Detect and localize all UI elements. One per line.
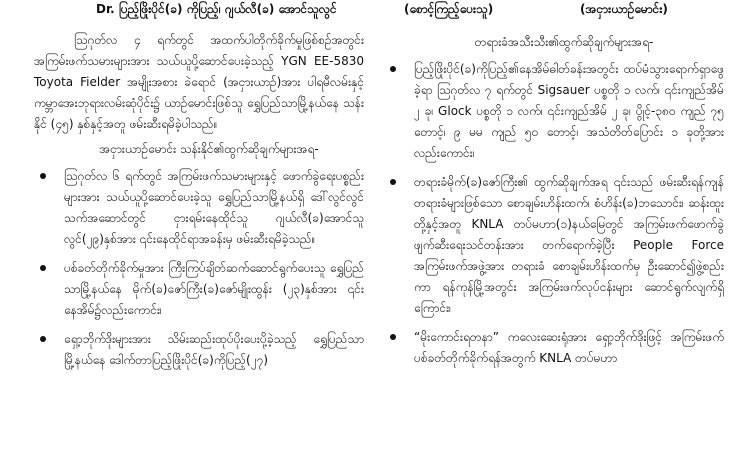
right-list-item-text: “မိုးကောင်းရတနာ” ကလေးဆေးရုံအား ရှော့ဘိုက်ဒိုးဖြင့် အကြမ်းဖက်ပစ်ခတ်တိုက်ခိုက်ရန်အတွက် KNLA တပ်မဟာ bbox=[414, 330, 724, 365]
right-column bbox=[384, 30, 724, 377]
right-list-item bbox=[384, 172, 724, 319]
bullet-icon bbox=[390, 66, 396, 72]
right-list-item-text: တရားခံမိုက်(ခ)ဇော်ကြီး၏ ထွက်ဆိုချက်အရ ၎င်းသည် ဖမ်းဆီးရန်ကျန် တရားခံများဖြစ်သော စောချမ်းဟိန်းထက်၊ စံဟိန်း(ခ)ဘသောင်း၊ ဆန်းထူးတို့နှင့်အတူ KNLA တပ်မဟာ(၁)နယ်မြေတွင် အကြမ်းဖက်ဖောက်ခွဲဖျက်ဆီးရေးသင်တန်းအား တက်ရောက်ခဲ့ပြီး People Force အကြမ်းဖက်အဖွဲ့အား တရားခံ စောချမ်းဟိန်းထက်မှ ဦးဆောင်၍ဖွဲ့စည်းကာ ရန်ကုန်မြို့အတွင်း အကြမ်းဖက်လုပ်ငန်းများ ဆောင်ရွက်လျက်ရှိကြောင်း၊ bbox=[414, 175, 724, 315]
right-list-item bbox=[384, 327, 724, 369]
header-left-label: Dr. ပြည့်ဖြိုးပိုင်(ခ) ကိုပြည့်၊ ဂျယ်လီ(ခ) အောင်သူလွင် bbox=[96, 2, 337, 16]
left-list-item-text: ရှော့ဘိုက်ဒိုးများအား သိမ်းဆည်းထုပ်ပိုးပေးပို့ခဲ့သည့် ရွှေပြည်သာမြို့နယ်နေ ဒေါက်တာပြည့်ဖြိုးပိုင်(ခ)ကိုပြည့်(၂၇) bbox=[64, 332, 364, 367]
bullet-icon bbox=[40, 173, 46, 179]
left-list-item-text: ပစ်ခတ်တိုက်ခိုက်မှုအား ကြီးကြပ်ချိတ်ဆက်ဆောင်ရွက်ပေးသူ ရွှေပြည်သာမြို့နယ်နေ မိုက်(ခ)ဇော်ကြီး(ခ)ဇော်မျိုးထွန်း (၂၃)နှစ်အား ၎င်းနေအိမ်၌လည်းကောင်း၊ bbox=[64, 261, 364, 317]
bullet-icon bbox=[40, 265, 46, 271]
bullet-icon bbox=[40, 336, 46, 342]
bullet-icon bbox=[390, 334, 396, 340]
bullet-icon bbox=[390, 179, 396, 185]
left-list-item-text: ဩဂုတ်လ ၆ ရက်တွင် အကြမ်းဖက်သမားများနှင့် ဖောက်ခွဲရေးပစ္စည်းများအား သယ်ယူပို့ဆောင်ပေးခဲ့သူ ရွှေပြည်သာမြို့နယ်ရှိ ဒေါ်လွင်လွင်သက်အဆောင်တွင် ငှားရမ်းနေထိုင်သူ ဂျယ်လီ(ခ)အောင်သူလွင်(၂၉)နှစ်အား ၎င်းနေထိုင်ရာအခန်းမှ ဖမ်းဆီးရမိခဲ့သည်။ bbox=[64, 169, 364, 246]
left-list-item bbox=[34, 329, 364, 371]
left-list-item bbox=[34, 258, 364, 321]
right-list-item bbox=[384, 59, 724, 164]
page-header bbox=[0, 0, 750, 22]
header-right-label: (အငှားယာဉ်မောင်း) bbox=[580, 2, 668, 16]
right-list-item-text: ပြည့်ဖြိုးပိုင်(ခ)ကိုပြည့်၏နေအိမ်ဓါတ်ခန်းအတွင်း ထပ်မံသွားရောက်ရှာဖွေခဲ့ရာ ဩဂုတ်လ ၇ ရက်တွင် Sigsauer ပစ္စတို ၁ လက်၊ ၎င်းကျည်အိမ် ၂ ခု၊ Glock ပစ္စတို ၁ လက်၊ ၎င်းကျည်အိမ် ၂ ခု၊ ပွိုင့်-၃၈၀ ကျည် ၇၅ တောင့်၊ ၉ မမ ကျည် ၅၀ တောင့်၊ အသံတိတ်ပြောင်း ၁ ခုတို့အားလည်းကောင်း၊ bbox=[414, 62, 724, 160]
left-list-item bbox=[34, 166, 364, 250]
left-intro-paragraph: ဩဂုတ်လ ၄ ရက်တွင် အထက်ပါတိုက်ခိုက်မှုဖြစ်စဉ်အတွင်း အကြမ်းဖက်သမားများအား သယ်ယူပို့ဆောင်ပေးခဲ့သည့် YGN EE-5830 Toyota Fielder အမျိုးအစား ခဲရောင် (အငှားယာဉ်)အား ပါရမီလမ်းနှင့် ကမ္ဘာအေးဘုရားလမ်းဆုံပိုင်း၌ ယာဉ်မောင်းဖြစ်သူ ရွှေပြည်သာမြို့နယ်နေ သန်းနိုင် (၄၅) နှစ်နှင့်အတူ ဖမ်းဆီးရမိခဲ့ပါသည်။ bbox=[34, 33, 364, 131]
left-column bbox=[34, 30, 364, 379]
left-subheading: အငှားယာဉ်မောင်း သန်းနိုင်၏ထွက်ဆိုချက်များအရ- bbox=[99, 142, 319, 156]
header-middle-label: (စောင့်ကြည့်ပေးသူ) bbox=[404, 2, 494, 16]
right-subheading: တရားခံအသီးသီး၏ထွက်ဆိုချက်များအရ- bbox=[474, 35, 654, 49]
